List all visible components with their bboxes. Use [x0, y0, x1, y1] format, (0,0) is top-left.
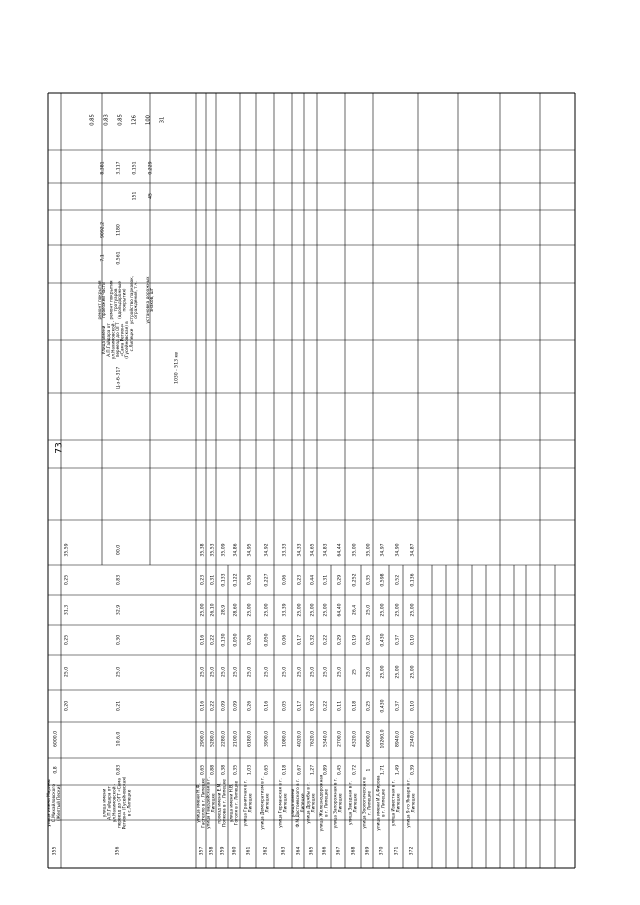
row-value: 0,09 — [221, 700, 227, 712]
row-total: 34,92 — [264, 543, 270, 557]
row-value: 0,252 — [352, 573, 358, 587]
row-value: 26,10 — [210, 603, 216, 617]
street-name-line: улица имени Марины — [46, 779, 51, 827]
work-description-line: «Сама Регион» — [119, 323, 125, 357]
row-total: 35,38 — [200, 543, 206, 557]
row-value: 25,00 — [247, 603, 253, 617]
street-name-line: А.П.Гайдара от — [106, 786, 112, 820]
row-area: 1080,0 — [282, 730, 288, 748]
work-type-line: покрытия) — [121, 288, 127, 312]
row-value: 0,050 — [233, 633, 239, 647]
row-value: 0,19 — [352, 634, 358, 646]
row-length: 1,27 — [310, 764, 316, 776]
row-length: 1,71 — [380, 764, 386, 776]
work-description-line: (Гусейновская) в — [124, 321, 130, 359]
row-length: 0,8 — [53, 766, 59, 774]
row-length: 0,88 — [210, 764, 216, 776]
row-value: 25,0 — [264, 666, 270, 678]
work-note: 1030 - 513 кв — [174, 352, 180, 384]
row-area: 4020,0 — [297, 730, 303, 748]
row-area: 2900,0 — [200, 730, 206, 748]
work-type-line: (вдольдорожные — [117, 281, 123, 319]
row-number: 369 — [365, 846, 371, 856]
row-value: 0,227 — [264, 573, 270, 587]
row-value: 25,00 — [395, 603, 401, 617]
row-value: 25,0 — [282, 666, 288, 678]
row-area: 6000,0 — [53, 730, 59, 748]
row-value: 25,00 — [380, 603, 386, 617]
row-number: 356 — [115, 846, 121, 856]
row-value: 25,0 — [210, 666, 216, 678]
row-value: 0,32 — [310, 700, 316, 712]
row-length: 0,65 — [200, 764, 206, 776]
row-number: 355 — [52, 846, 58, 856]
row-area: 2340,0 — [410, 730, 416, 748]
street-name-line: Липецке — [264, 793, 270, 813]
row-value: 0,37 — [395, 634, 401, 646]
work-type-line: ограждения, т.ч. — [133, 281, 139, 319]
row-value: 0,25 — [366, 700, 372, 712]
street-name-line: улица Звездная в г. — [347, 781, 353, 825]
row-length: 0,72 — [352, 764, 358, 776]
row-value: 25,0 — [221, 666, 227, 678]
row-value: 26,4 — [352, 604, 358, 616]
row-value: 0,23 — [297, 574, 303, 586]
row-length: 1 — [366, 768, 372, 772]
row-number: 363 — [281, 846, 287, 856]
work-volume-3: 151 — [132, 191, 138, 201]
street-name-line: Липецке — [395, 793, 401, 813]
work-volume-3: 45 — [148, 193, 154, 199]
row-length: 0,35 — [233, 764, 239, 776]
row-total: 64,44 — [337, 543, 343, 557]
row-area: 10260,0 — [380, 729, 386, 749]
row-number: 364 — [296, 846, 302, 856]
row-area: 10,6,0 — [116, 731, 122, 747]
row-total: 35,09 — [221, 543, 227, 557]
row-value: 0,11 — [337, 700, 343, 712]
row-number: 365 — [309, 846, 315, 856]
street-name-line: улица Демократизм в г. — [259, 776, 265, 830]
row-value: 0,21 — [116, 700, 122, 712]
row-value: 64,40 — [337, 603, 343, 617]
row-value: 0,23 — [200, 574, 206, 586]
street-name-line: улица имени — [101, 788, 107, 818]
side-value: 126 — [131, 115, 138, 125]
street-name-line: С.Михайловского — [51, 783, 56, 823]
summary-value: 0,25 — [64, 574, 70, 586]
row-value: 25,0 — [310, 666, 316, 678]
row-value: 0,22 — [210, 634, 216, 646]
row-value: 0,22 — [323, 700, 329, 712]
row-value: 25,00 — [395, 665, 401, 679]
row-value: 0,05 — [282, 700, 288, 712]
row-total: 33,33 — [282, 543, 288, 557]
row-area: 8940,0 — [395, 730, 401, 748]
row-length: 0,45 — [337, 764, 343, 776]
row-value: 0,17 — [297, 634, 303, 646]
row-total: 34,87 — [410, 543, 416, 557]
work-description-line: А.П.Гайдара от — [105, 323, 111, 357]
street-name-line: Липецке — [337, 793, 343, 813]
row-value: 25,00 — [200, 603, 206, 617]
row-length: 0,18 — [282, 764, 288, 776]
row-value: 25,0 — [323, 666, 329, 678]
street-name-line: Ф.М.Достоевского в г. — [295, 778, 300, 828]
row-area: 6000,0 — [366, 730, 372, 748]
street-name-line: переезд до ОГТ «Сама — [116, 778, 122, 828]
row-total: 35,00 — [366, 543, 372, 557]
row-number: 370 — [379, 846, 385, 856]
row-total: 34,83 — [323, 543, 329, 557]
work-volume-4: 0,151 — [132, 161, 138, 175]
side-value: 0,83 — [103, 114, 110, 126]
work-volume-4: 8,381 — [100, 161, 106, 175]
side-value: 0,85 — [89, 114, 96, 126]
street-name-line: улица Дружбы в г. — [305, 782, 311, 824]
row-length: 0,83 — [116, 764, 122, 776]
row-value: 0,16 — [264, 700, 270, 712]
row-area: 2280,0 — [221, 730, 227, 748]
row-value: 0,26 — [247, 700, 253, 712]
work-description-line: переезд до ОГТ — [115, 322, 120, 358]
side-value: 31 — [159, 116, 166, 124]
row-value: 0,17 — [297, 700, 303, 712]
row-number: 357 — [199, 846, 205, 856]
row-value: 0,10 — [410, 634, 416, 646]
row-number: 360 — [232, 846, 238, 856]
work-description-line: Улица имени — [101, 325, 107, 355]
row-value: 0,25 — [366, 634, 372, 646]
row-value: 25,00 — [297, 603, 303, 617]
street-name-line: улица Запорожная в г. — [332, 777, 338, 829]
street-name-line: улица Железнодорожная — [318, 774, 324, 832]
row-value: 25,00 — [323, 603, 329, 617]
summary-value: 0,25 — [64, 634, 70, 646]
row-length: 1,49 — [395, 764, 401, 776]
street-name-line: в с.Липецке — [126, 789, 132, 817]
work-volume-1: 0,561 — [116, 251, 122, 265]
street-name-line: Липецке — [282, 793, 288, 813]
row-value: 33,39 — [282, 603, 288, 617]
street-name-line: Липецке — [310, 793, 316, 813]
row-value: 25,00 — [410, 603, 416, 617]
row-value: 25,00 — [264, 603, 270, 617]
street-name-line: улица Гранитная в г. — [242, 779, 248, 827]
row-value: 25 — [352, 669, 358, 675]
row-value: 0,44 — [310, 574, 316, 586]
row-total: 34,95 — [247, 543, 253, 557]
street-name-line: улица имени Н.В. — [228, 783, 234, 823]
work-description-line: с.Липецке — [128, 328, 134, 352]
row-value: 0,050 — [264, 633, 270, 647]
work-volume-2: 1180 — [116, 224, 122, 236]
summary-value: 31,3 — [64, 604, 70, 616]
row-value: 0,16 — [200, 700, 206, 712]
work-code: Ц-з-б-317 — [116, 366, 122, 390]
street-name-line: улица имени Н.Ф. — [195, 783, 201, 823]
row-number: 366 — [322, 846, 328, 856]
side-value: 100 — [145, 115, 152, 125]
work-type-line: знаков, шт — [149, 287, 155, 313]
street-name-line: Липецке — [410, 793, 416, 813]
street-name-line: проезд имени Е.М. — [216, 782, 222, 824]
row-value: 0,31 — [323, 574, 329, 586]
row-length: 0,89 — [323, 764, 329, 776]
row-area: 2700,0 — [337, 730, 343, 748]
row-value: 0,32 — [310, 634, 316, 646]
row-total: 34,33 — [297, 543, 303, 557]
row-number: 361 — [246, 846, 252, 856]
row-value: 25,0 — [366, 604, 372, 616]
work-type-line: устройство парковок, — [128, 275, 134, 325]
row-value: 32,9 — [116, 604, 122, 616]
row-value: 25,0 — [297, 666, 303, 678]
row-length: 0,67 — [297, 764, 303, 776]
row-value: 0,52 — [395, 574, 401, 586]
row-area: 7620,0 — [310, 730, 316, 748]
row-value: 25,0 — [247, 666, 253, 678]
row-number: 359 — [220, 846, 226, 856]
page-number: 73 — [54, 442, 65, 454]
row-value: 0,22 — [323, 634, 329, 646]
row-value: 25,00 — [380, 665, 386, 679]
street-name-line: г. Липецке — [366, 790, 372, 816]
row-value: 25,00 — [410, 665, 416, 679]
row-value: 28,60 — [233, 603, 239, 617]
street-name-line: улица 9-го Января в г. — [405, 778, 411, 828]
street-name-line: улица имени — [290, 788, 295, 818]
street-name-line: улица Зоологическая в — [361, 777, 367, 829]
row-value: 25,0 — [116, 666, 122, 678]
work-type-line: установка дорожных — [144, 276, 150, 324]
row-value: 0,36 — [247, 574, 253, 586]
row-value: 0,430 — [380, 633, 386, 647]
work-volume-4: 0,229 — [148, 161, 154, 175]
work-type-line: тротуаров — [112, 288, 118, 312]
row-area: 6180,0 — [247, 730, 253, 748]
row-value: 25,0 — [200, 666, 206, 678]
street-name-line: в г. Липецке — [323, 789, 329, 817]
row-value: 0,122 — [233, 573, 239, 587]
row-length: 0,39 — [410, 764, 416, 776]
row-value: 0,18 — [352, 700, 358, 712]
summary-total: 35,59 — [64, 543, 70, 557]
street-name-line: Липецке — [352, 793, 358, 813]
row-area: 5340,0 — [323, 730, 329, 748]
row-value: 25,00 — [310, 603, 316, 617]
street-name-line: улица Германская в г. — [277, 778, 283, 828]
row-total: 35,53 — [210, 543, 216, 557]
row-total: 35,00 — [352, 543, 358, 557]
row-value: 0,130 — [221, 633, 227, 647]
row-length: 0,38 — [221, 764, 227, 776]
row-number: 368 — [351, 846, 357, 856]
street-name-line: Липецке — [210, 793, 216, 813]
row-number: 362 — [263, 846, 269, 856]
row-value: 0,22 — [210, 700, 216, 712]
row-value: 0,133 — [221, 573, 227, 587]
row-value: 0,430 — [380, 699, 386, 713]
row-value: 0,09 — [233, 700, 239, 712]
summary-value: 25,0 — [64, 666, 70, 678]
row-value: 25,0 — [366, 666, 372, 678]
row-value: 0,598 — [380, 573, 386, 587]
street-name-line: Гоголя в г. Липецке — [233, 780, 239, 826]
row-number: 367 — [336, 846, 342, 856]
row-area: 2100,0 — [233, 730, 239, 748]
row-area: 4320,0 — [352, 730, 358, 748]
row-number: 372 — [409, 846, 415, 856]
street-name-line: Липецке — [247, 793, 253, 813]
row-total: 34,97 — [380, 543, 386, 557]
row-value: 28,9 — [221, 604, 227, 616]
work-volume-4: 3,117 — [116, 161, 122, 175]
row-value: 0,16 — [200, 634, 206, 646]
row-value: 0,29 — [337, 634, 343, 646]
work-type-line: ремонт покрытия — [108, 280, 114, 320]
row-length: 0,65 — [264, 764, 270, 776]
street-name-line: ул.Нахимовской - — [111, 783, 117, 823]
row-value: 0,37 — [395, 700, 401, 712]
row-value: 0,29 — [337, 574, 343, 586]
row-value: 0,10 — [410, 700, 416, 712]
street-name-line: Липецке — [300, 793, 305, 813]
row-area: 5280,0 — [210, 730, 216, 748]
side-value: 0,85 — [117, 114, 124, 126]
street-name-line: улица имени И.А.Фирова — [375, 775, 381, 831]
row-number: 358 — [209, 846, 215, 856]
street-name-line: (Желтый Пески) — [56, 784, 61, 822]
row-total: 34,65 — [310, 543, 316, 557]
row-number: 371 — [394, 846, 400, 856]
work-type-line: ремонт покрытия — [96, 280, 102, 320]
work-volume-1: 7,1 — [100, 254, 106, 262]
row-value: 0,06 — [282, 574, 288, 586]
summary-value: 0,20 — [64, 700, 70, 712]
row-value: 0,30 — [116, 634, 122, 646]
row-value: 0,06 — [282, 634, 288, 646]
row-value: 0,31 — [210, 574, 216, 586]
row-area: 3900,0 — [264, 730, 270, 748]
street-name-line: Гастелло в г. Липецке — [200, 778, 206, 828]
row-value: 0,83 — [116, 574, 122, 586]
work-type-line: проезжей части — [101, 282, 107, 318]
row-value: 0,26 — [247, 634, 253, 646]
row-value: 0,35 — [366, 574, 372, 586]
street-name-line: в г. Липецке — [380, 789, 386, 817]
row-value: 25,0 — [337, 666, 343, 678]
row-total: 00,0 — [116, 544, 122, 556]
row-total: 34,90 — [395, 543, 401, 557]
work-volume-2: 9092,2 — [100, 221, 106, 239]
street-name-line: улица Известная в г. — [390, 779, 396, 827]
row-value: 25,0 — [233, 666, 239, 678]
street-name-line: Регион» (Гусейновская) — [121, 776, 127, 830]
work-description-line: ул.Нахимовской - — [110, 320, 116, 360]
street-name-line: улица Гвардейская в г. — [205, 777, 211, 829]
row-length: 1,03 — [247, 764, 253, 776]
row-total: 34,86 — [233, 543, 239, 557]
row-value: 0,136 — [410, 573, 416, 587]
street-name-line: Попкова в г. Липецке — [221, 779, 227, 827]
